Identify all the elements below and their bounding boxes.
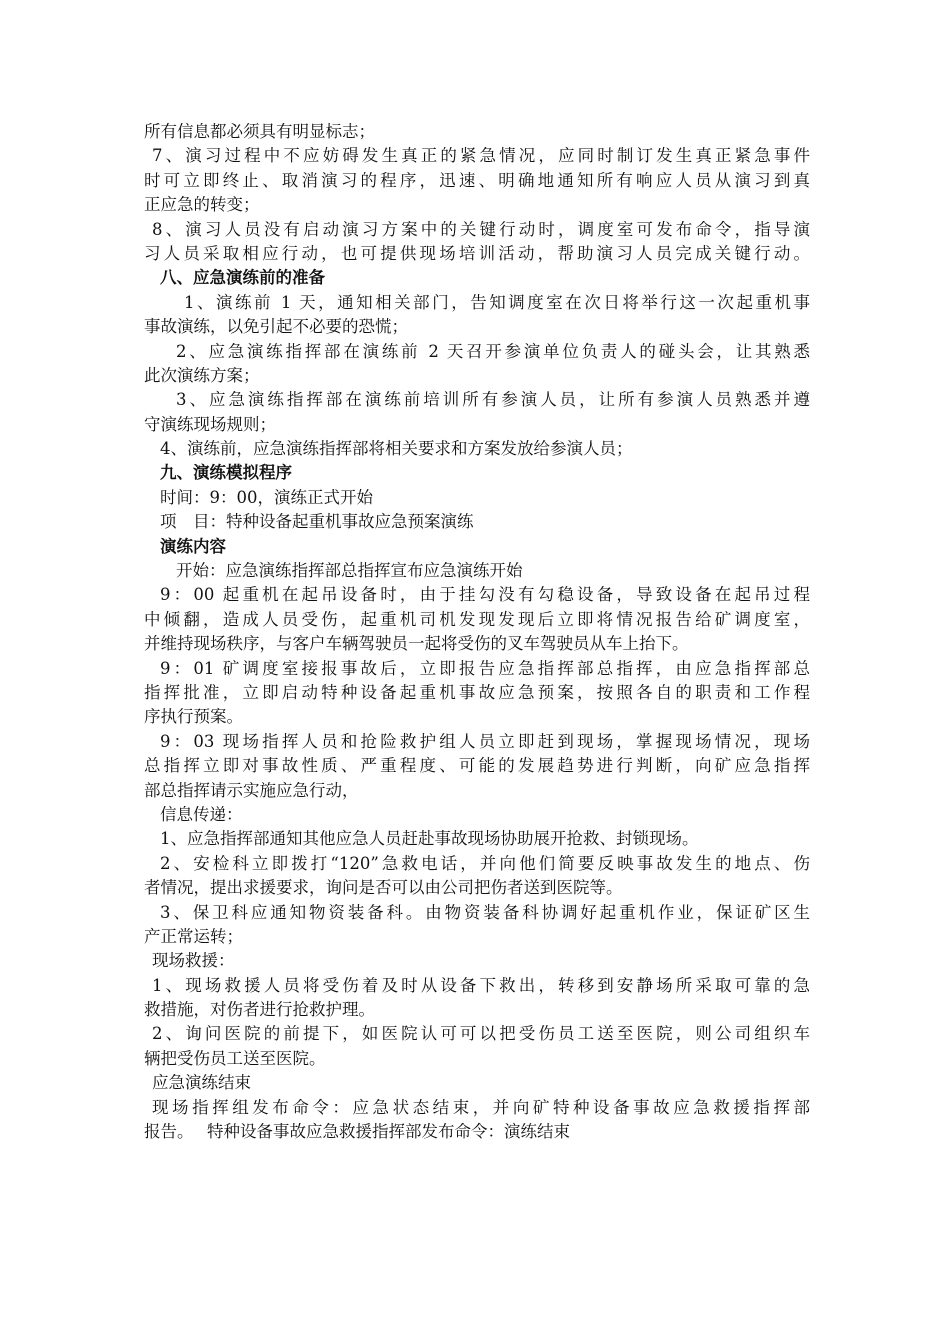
text-line: 1、现场救援人员将受伤着及时从设备下救出，转移到安静场所采取可靠的急 bbox=[152, 975, 810, 995]
text-line: 救措施，对伤者进行抢救护理。 bbox=[144, 1000, 375, 1020]
text-line: 事故演练，以免引起不必要的恐慌； bbox=[144, 317, 408, 337]
text-line: 产正常运转； bbox=[144, 926, 243, 946]
text-line: 1、应急指挥部通知其他应急人员赶赴事故现场协助展开抢救、封锁现场。 bbox=[160, 829, 699, 849]
text-line: 8、演习人员没有启动演习方案中的关键行动时，调度室可发布命令，指导演 bbox=[152, 219, 810, 239]
subsection-title: 现场救援： bbox=[152, 951, 235, 971]
text-line: 开始：应急演练指挥部总指挥宣布应急演练开始 bbox=[176, 561, 523, 581]
text-line: 3、保卫科应通知物资装备科。由物资装备科协调好起重机作业，保证矿区生 bbox=[160, 902, 810, 922]
section-heading: 九、演练模拟程序 bbox=[160, 463, 292, 483]
subsection-title: 信息传递： bbox=[160, 804, 243, 824]
text-line: 所有信息都必须具有明显标志； bbox=[144, 122, 375, 141]
text-line: 并维持现场秩序，与客户车辆驾驶员一起将受伤的叉车驾驶员从车上抬下。 bbox=[144, 634, 689, 654]
text-line: 1、演练前 1 天，通知相关部门，告知调度室在次日将举行这一次起重机事 bbox=[184, 292, 810, 312]
text-line: 3、应急演练指挥部在演练前培训所有参演人员，让所有参演人员熟悉并遵 bbox=[176, 390, 810, 410]
text-line: 9：01 矿调度室接报事故后，立即报告应急指挥部总指挥，由应急指挥部总 bbox=[160, 658, 810, 678]
text-line: 指挥批准，立即启动特种设备起重机事故应急预案，按照各自的职责和工作程 bbox=[144, 682, 810, 702]
text-line: 时可立即终止、取消演习的程序，迅速、明确地通知所有响应人员从演习到真 bbox=[144, 170, 810, 190]
text-line: 2、询问医院的前提下，如医院认可可以把受伤员工送至医院，则公司组织车 bbox=[152, 1024, 810, 1044]
text-line: 正应急的转变； bbox=[144, 195, 260, 215]
section-heading: 演练内容 bbox=[160, 536, 226, 556]
text-line: 现场指挥组发布命令：应急状态结束，并向矿特种设备事故应急救援指挥部 bbox=[152, 1097, 810, 1117]
text-line: 此次演练方案； bbox=[144, 365, 260, 385]
text-line: 序执行预案。 bbox=[144, 707, 243, 727]
text-line: 报告。 特种设备事故应急救援指挥部发布命令：演练结束 bbox=[144, 1122, 570, 1142]
subsection-title: 应急演练结束 bbox=[152, 1073, 251, 1093]
text-line: 9：03 现场指挥人员和抢险救护组人员立即赶到现场，掌握现场情况，现场 bbox=[160, 731, 810, 751]
text-line: 4、演练前，应急演练指挥部将相关要求和方案发放给参演人员； bbox=[160, 439, 633, 459]
text-line: 9：00 起重机在起吊设备时，由于挂勾没有勾稳设备，导致设备在起吊过程 bbox=[160, 585, 810, 605]
section-heading: 八、应急演练前的准备 bbox=[160, 268, 325, 288]
text-line: 辆把受伤员工送至医院。 bbox=[144, 1048, 326, 1068]
text-line: 2、安检科立即拨打“120”急救电话，并向他们简要反映事故发生的地点、伤 bbox=[160, 853, 810, 873]
document-page bbox=[144, 120, 810, 1144]
text-line: 7、演习过程中不应妨碍发生真正的紧急情况，应同时制订发生真正紧急事件 bbox=[152, 146, 810, 166]
text-line: 守演练现场规则； bbox=[144, 414, 276, 434]
text-line: 2、应急演练指挥部在演练前 2 天召开参演单位负责人的碰头会，让其熟悉 bbox=[176, 341, 810, 361]
text-line: 项 目：特种设备起重机事故应急预案演练 bbox=[160, 512, 474, 532]
text-line: 中倾翻，造成人员受伤，起重机司机发现发现后立即将情况报告给矿调度室， bbox=[144, 609, 810, 629]
text-line: 时间：9：00，演练正式开始 bbox=[160, 487, 373, 507]
text-line: 习人员采取相应行动，也可提供现场培训活动，帮助演习人员完成关键行动。 bbox=[144, 243, 810, 263]
text-line: 者情况，提出求援要求，询问是否可以由公司把伤者送到医院等。 bbox=[144, 878, 623, 898]
text-line: 总指挥立即对事故性质、严重程度、可能的发展趋势进行判断，向矿应急指挥 bbox=[144, 756, 810, 776]
text-line: 部总指挥请示实施应急行动， bbox=[144, 780, 359, 800]
